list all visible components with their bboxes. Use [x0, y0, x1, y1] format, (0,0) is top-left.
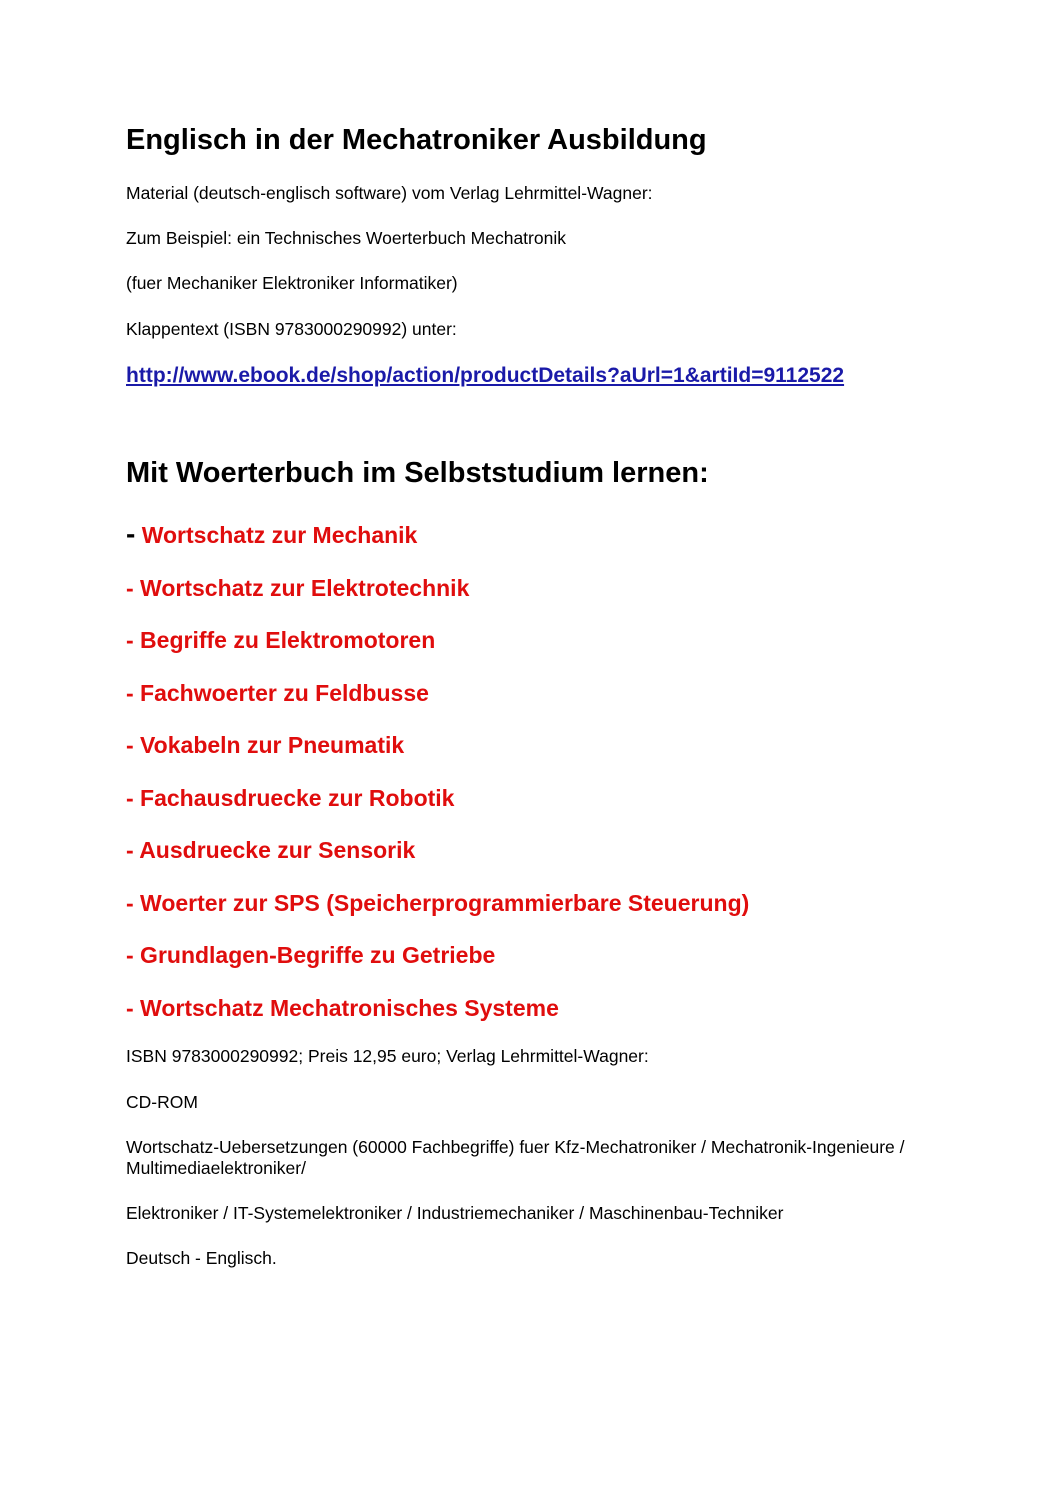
- detail-line: Deutsch - Englisch.: [126, 1248, 277, 1268]
- list-item: - Begriffe zu Elektromotoren: [126, 627, 436, 653]
- intro-line: Zum Beispiel: ein Technisches Woerterbuch Mechatronik: [126, 228, 566, 248]
- detail-line: CD-ROM: [126, 1092, 198, 1112]
- list-item: - Fachausdruecke zur Robotik: [126, 785, 455, 811]
- list-dash: -: [126, 518, 136, 549]
- list-item: - Wortschatz zur Elektrotechnik: [126, 575, 470, 601]
- detail-line: Wortschatz-Uebersetzungen (60000 Fachbegriffe) fuer Kfz-Mechatroniker / Mechatronik-Ingenieure /: [126, 1137, 905, 1157]
- detail-line: Elektroniker / IT-Systemelektroniker / Industriemechaniker / Maschinenbau-Techniker: [126, 1203, 784, 1223]
- intro-line: (fuer Mechaniker Elektroniker Informatiker): [126, 273, 458, 293]
- detail-line: ISBN 9783000290992; Preis 12,95 euro; Verlag Lehrmittel-Wagner:: [126, 1046, 649, 1066]
- section-heading: Mit Woerterbuch im Selbststudium lernen:: [126, 457, 709, 489]
- list-item: - Woerter zur SPS (Speicherprogrammierbare Steuerung): [126, 890, 750, 916]
- list-item: - Wortschatz Mechatronisches Systeme: [126, 995, 559, 1021]
- detail-line: Multimediaelektroniker/: [126, 1158, 306, 1178]
- list-item: - Ausdruecke zur Sensorik: [126, 837, 416, 863]
- product-link[interactable]: http://www.ebook.de/shop/action/productDetails?aUrl=1&artiId=9112522: [126, 364, 845, 387]
- list-item: - Grundlagen-Begriffe zu Getriebe: [126, 942, 496, 968]
- list-item: - Vokabeln zur Pneumatik: [126, 732, 405, 758]
- intro-line: Material (deutsch-englisch software) vom Verlag Lehrmittel-Wagner:: [126, 183, 653, 203]
- list-item: - Fachwoerter zu Feldbusse: [126, 680, 429, 706]
- page-title: Englisch in der Mechatroniker Ausbildung: [126, 124, 707, 156]
- list-item: [126, 518, 417, 550]
- intro-line: Klappentext (ISBN 9783000290992) unter:: [126, 319, 457, 339]
- list-item-label: Wortschatz zur Mechanik: [141, 522, 418, 548]
